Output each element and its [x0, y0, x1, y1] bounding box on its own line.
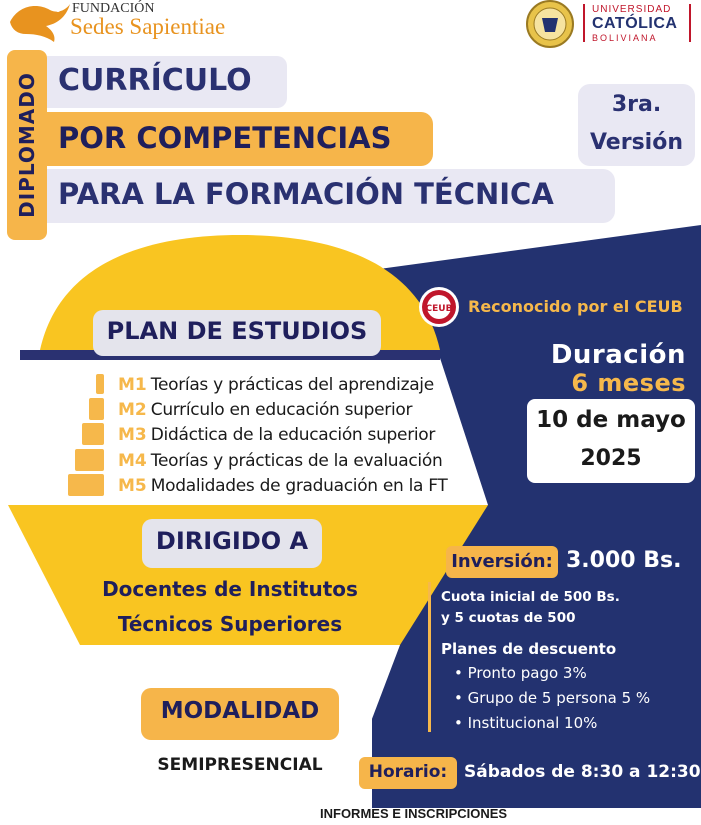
- discount-item: • Pronto pago 3%: [454, 664, 587, 682]
- schedule-value: Sábados de 8:30 a 12:30: [464, 762, 701, 782]
- module-code: M4: [118, 451, 147, 471]
- discount-item: • Grupo de 5 persona 5 %: [454, 689, 651, 707]
- ceub-seal-icon: [418, 286, 460, 328]
- modality-value: SEMIPRESENCIAL: [157, 755, 323, 775]
- title-line-3: PARA LA FORMACIÓN TÉCNICA: [58, 177, 554, 211]
- module-step-5: [68, 474, 104, 496]
- module-item: [118, 449, 442, 473]
- audience-line-2: Técnicos Superiores: [117, 612, 343, 636]
- module-name: Teorías y prácticas del aprendizaje: [150, 375, 434, 395]
- fundacion-name: Sedes Sapientiae: [70, 14, 226, 39]
- module-step-2: [89, 398, 104, 420]
- module-code: M5: [118, 476, 147, 496]
- module-step-1: [96, 374, 104, 394]
- start-date-line-2: 2025: [580, 446, 642, 471]
- module-name: Didáctica de la educación superior: [150, 425, 436, 445]
- footer-text: INFORMES E INSCRIPCIONES: [320, 806, 508, 821]
- ucb-line3: BOLIVIANA: [592, 33, 658, 43]
- modality-title: MODALIDAD: [160, 698, 320, 724]
- title-line-2: POR COMPETENCIAS: [58, 121, 392, 155]
- quota-line-2: y 5 cuotas de 500: [441, 610, 576, 626]
- duration-value: 6 meses: [571, 369, 686, 397]
- module-step-4: [75, 449, 104, 471]
- module-name: Currículo en educación superior: [150, 400, 413, 420]
- investment-value: 3.000 Bs.: [566, 548, 682, 573]
- module-item: [118, 423, 435, 447]
- diplomado-label: DIPLOMADO: [15, 72, 39, 218]
- ceub-seal-text: CEUB: [425, 304, 453, 314]
- module-step-3: [82, 423, 104, 445]
- plan-title: PLAN DE ESTUDIOS: [106, 317, 368, 345]
- start-date-line-1: 10 de mayo: [536, 407, 686, 433]
- title-line-1: CURRÍCULO: [58, 63, 252, 98]
- audience-line-1: Docentes de Institutos: [102, 577, 358, 601]
- payment-divider: [428, 582, 431, 732]
- quota-line-1: Cuota inicial de 500 Bs.: [441, 589, 620, 605]
- module-code: M2: [118, 400, 147, 420]
- ceub-recognition: Reconocido por el CEUB: [468, 297, 683, 316]
- module-code: M1: [118, 375, 147, 395]
- version-line-2: Versión: [589, 130, 683, 155]
- discount-item: • Institucional 10%: [454, 714, 598, 732]
- module-item: [118, 373, 434, 397]
- module-code: M3: [118, 425, 147, 445]
- module-item: [118, 474, 448, 498]
- schedule-label: Horario:: [368, 762, 448, 782]
- version-line-1: 3ra.: [611, 92, 662, 117]
- ucb-line2: CATÓLICA: [592, 15, 678, 32]
- duration-label: Duración: [550, 340, 686, 370]
- investment-label: Inversión:: [451, 551, 553, 572]
- fundacion-label: FUNDACIÓN: [72, 1, 155, 16]
- discounts-title: Planes de descuento: [441, 640, 617, 658]
- audience-title: DIRIGIDO A: [155, 527, 309, 555]
- module-name: Modalidades de graduación en la FT: [150, 476, 448, 496]
- module-name: Teorías y prácticas de la evaluación: [150, 451, 443, 471]
- ucb-line1: UNIVERSIDAD: [592, 4, 672, 15]
- module-item: [118, 398, 412, 422]
